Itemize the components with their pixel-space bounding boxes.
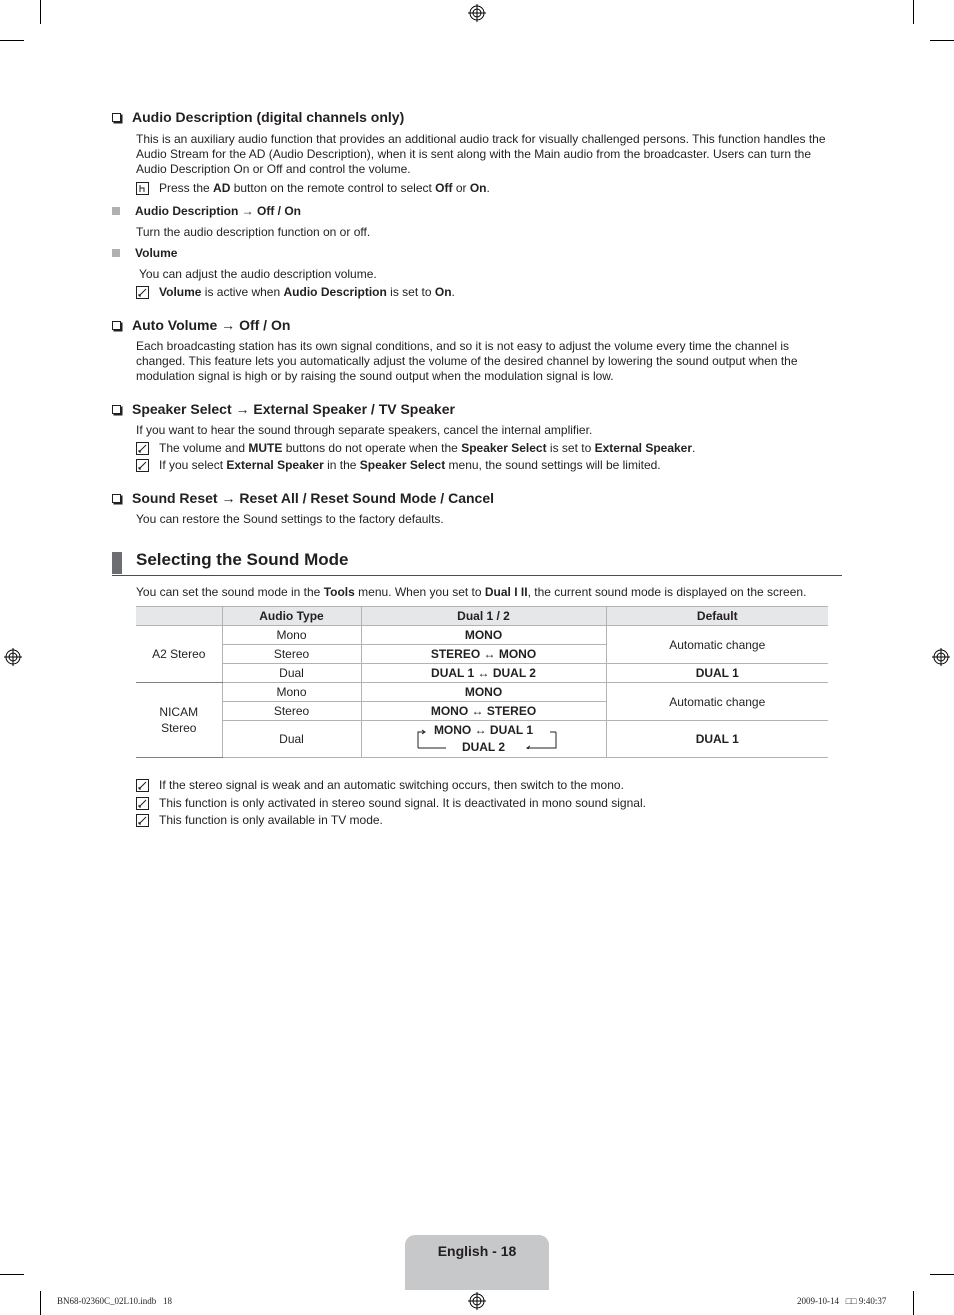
checkbox-bullet-icon: [112, 494, 121, 503]
table-header: Audio Type: [222, 607, 361, 626]
remote-button-icon: [136, 182, 149, 195]
table-header-row: [136, 607, 828, 626]
file-info: BN68-02360C_02L10.indb 18: [57, 1296, 173, 1306]
note-icon: [136, 286, 149, 299]
table-cell: Automatic change: [606, 683, 828, 721]
table-cell: DUAL 1 ↔ DUAL 2: [361, 664, 606, 683]
square-bullet-icon: [112, 207, 120, 215]
table-cell: Mono: [222, 626, 361, 645]
sound-mode-intro: You can set the sound mode in the Tools menu. When you set to Dual I II , the current sound mode is displayed on the screen.: [136, 585, 807, 599]
note-stereo-weak: If the stereo signal is weak and an automatic switching occurs, then switch to the mono.: [136, 778, 624, 793]
registration-mark-icon: [468, 4, 486, 22]
table-cell: Dual: [222, 664, 361, 683]
note-icon: [136, 779, 149, 792]
table-cell: DUAL 1: [606, 664, 828, 683]
table-cell: STEREO ↔ MONO: [361, 645, 606, 664]
table-cell: Dual: [222, 721, 361, 758]
table-cell-group: NICAM Stereo: [136, 683, 222, 758]
table-header: Default: [606, 607, 828, 626]
table-cell: Stereo: [222, 645, 361, 664]
table-header: Dual 1 / 2: [361, 607, 606, 626]
ad-off-on-body: Turn the audio description function on or off.: [136, 225, 371, 239]
table-cell: Automatic change: [606, 626, 828, 664]
table-cell: Stereo: [222, 702, 361, 721]
crop-mark: [930, 40, 954, 41]
crop-mark: [913, 0, 914, 24]
table-cell: MONO: [361, 626, 606, 645]
table-cell: MONO ↔ STEREO: [361, 702, 606, 721]
table-cell: Mono: [222, 683, 361, 702]
table-cell: DUAL 1: [606, 721, 828, 758]
subsection-title-ad-off-on: Audio Description → Off / On: [112, 204, 301, 218]
table-cell: MONO: [361, 683, 606, 702]
sound-reset-body: You can restore the Sound settings to the factory defaults.: [136, 512, 444, 526]
table-row: [136, 721, 828, 758]
volume-body: You can adjust the audio description volume.: [139, 267, 377, 281]
note-ad-button: Press the AD button on the remote control to select Off or On .: [136, 181, 490, 196]
checkbox-bullet-icon: [112, 321, 121, 330]
note-icon: [136, 442, 149, 455]
section-title-sound-reset: Sound Reset → Reset All / Reset Sound Mode / Cancel: [112, 490, 494, 506]
audio-description-body: This is an auxiliary audio function that provides an additional audio track for visually challenged persons. This function handles the Audio Stream for the AD (Audio Description), when it is sent along with the Main audio from the broadcaster. Users can turn the Audio Description On or Off and control the volume.: [136, 132, 826, 176]
section-title-speaker-select: Speaker Select → External Speaker / TV Speaker: [112, 401, 455, 417]
auto-volume-body: Each broadcasting station has its own signal conditions, and so it is not easy to adjust the volume every time the channel is changed. This feature lets you automatically adjust the volume of the desired channel by lowering the sound output when the modulation signal is high or by raising the sound output when the modulation signal is low.: [136, 339, 798, 383]
speaker-select-body: If you want to hear the sound through separate speakers, cancel the internal amplifier.: [136, 423, 593, 437]
table-row: [136, 683, 828, 702]
page-number: English - 18: [437, 1243, 517, 1259]
crop-mark: [0, 1274, 24, 1275]
note-stereo-only: This function is only activated in stereo sound signal. It is deactivated in mono sound signal.: [136, 796, 646, 811]
cycle-line-2: DUAL 2: [461, 740, 506, 754]
section-title-auto-volume: Auto Volume → Off / On: [112, 317, 290, 333]
crop-mark: [0, 40, 24, 41]
table-cell-cycle: [361, 721, 606, 758]
checkbox-bullet-icon: [112, 113, 121, 122]
note-tv-mode: This function is only available in TV mode.: [136, 813, 383, 828]
cycle-arrow-icon: [416, 729, 558, 749]
registration-mark-icon: [468, 1292, 486, 1310]
page-number-tab: [405, 1235, 549, 1290]
checkbox-bullet-icon: [112, 405, 121, 414]
registration-mark-icon: [932, 648, 950, 666]
table-row: [136, 664, 828, 683]
note-volume-active: Volume is active when Audio Description is set to On .: [136, 285, 455, 300]
note-icon: [136, 797, 149, 810]
note-icon: [136, 814, 149, 827]
date-info: 2009-10-14 □□ 9:40:37: [797, 1296, 887, 1306]
section-title-audio-description: Audio Description (digital channels only): [112, 109, 404, 125]
crop-mark: [40, 0, 41, 24]
square-bullet-icon: [112, 249, 120, 257]
cycle-line-1: MONO ↔ DUAL 1: [433, 723, 534, 737]
table-row: [136, 626, 828, 645]
subsection-title-volume: Volume: [112, 246, 177, 260]
note-external-speaker: If you select External Speaker in the Speaker Select menu, the sound settings will be limited.: [136, 458, 661, 473]
crop-mark: [930, 1274, 954, 1275]
note-mute-buttons: The volume and MUTE buttons do not operate when the Speaker Select is set to External Speaker .: [136, 441, 695, 456]
crop-mark: [913, 1291, 914, 1315]
sound-mode-table: [136, 606, 828, 758]
note-icon: [136, 459, 149, 472]
crop-mark: [40, 1291, 41, 1315]
heading-bar: [112, 552, 122, 574]
section-heading-sound-mode: Selecting the Sound Mode: [112, 549, 842, 576]
table-header: [136, 607, 222, 626]
table-cell-group: A2 Stereo: [136, 626, 222, 683]
registration-mark-icon: [4, 648, 22, 666]
